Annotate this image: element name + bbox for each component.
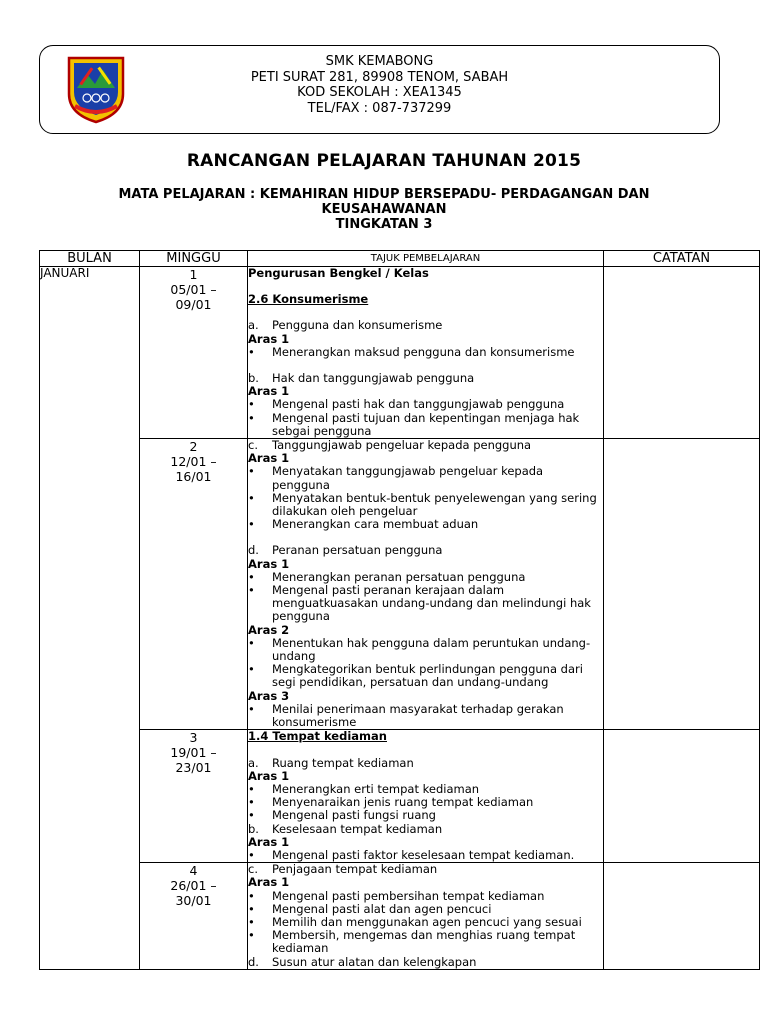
bullet-icon: • xyxy=(248,928,255,943)
col-header-tajuk: TAJUK PEMBELAJARAN xyxy=(248,251,604,267)
notes-cell xyxy=(604,267,760,439)
bullet-item xyxy=(248,703,603,729)
bullet-item xyxy=(248,465,603,491)
sub-topic-text: Hak dan tanggungjawab pengguna xyxy=(272,371,475,386)
month-cell: JANUARI xyxy=(40,267,140,970)
sub-topic xyxy=(248,439,603,452)
school-telfax: TEL/FAX : 087-737299 xyxy=(307,100,452,116)
week-to: 09/01 xyxy=(175,297,212,312)
week-to: 16/01 xyxy=(175,469,212,485)
topic-cell xyxy=(248,267,604,439)
col-header-bulan: BULAN xyxy=(40,251,140,267)
bullet-icon: • xyxy=(248,397,255,412)
subject-line-1: MATA PELAJARAN : KEMAHIRAN HIDUP BERSEPADU- PERDAGANGAN DAN xyxy=(118,187,650,202)
week-cell xyxy=(140,439,248,730)
sub-topic xyxy=(248,863,603,876)
sub-topic-marker: d. xyxy=(248,543,259,558)
topic-cell xyxy=(248,730,604,863)
week-from: 19/01 – xyxy=(170,745,217,761)
section-heading: 1.4 Tempat kediaman xyxy=(248,729,387,744)
spacer xyxy=(248,744,603,757)
level-label: Aras 1 xyxy=(248,875,290,890)
week-cell xyxy=(140,863,248,970)
document-title: RANCANGAN PELAJARAN TAHUNAN 2015 xyxy=(186,151,582,171)
week-from: 12/01 – xyxy=(170,454,217,470)
sub-topic xyxy=(248,757,603,770)
sub-topic-text: Susun atur alatan dan kelengkapan xyxy=(272,954,477,969)
bullet-icon: • xyxy=(248,888,255,903)
bullet-icon: • xyxy=(248,847,255,862)
topic-cell xyxy=(248,863,604,970)
bullet-text: Membersih, mengemas dan menghias ruang tempat kediaman xyxy=(272,928,576,956)
bullet-text: Menilai penerimaan masyarakat terhadap gerakan konsumerisme xyxy=(272,701,564,730)
bullet-icon: • xyxy=(248,662,255,677)
sub-topic xyxy=(248,319,603,332)
level-label: Aras 1 xyxy=(248,556,290,571)
bullet-item xyxy=(248,809,603,822)
week-from: 05/01 – xyxy=(170,282,217,297)
sub-topic xyxy=(248,372,603,385)
bullet-text: Mengenal pasti pembersihan tempat kediaman xyxy=(272,888,545,903)
plan-table xyxy=(39,250,760,970)
table-row xyxy=(40,267,760,439)
table-row xyxy=(40,730,760,863)
bullet-icon: • xyxy=(248,490,255,505)
sub-topic-text: Tanggungjawab pengeluar kepada pengguna xyxy=(272,438,532,453)
bullet-item xyxy=(248,584,603,624)
bullet-item xyxy=(248,890,603,903)
bullet-item xyxy=(248,412,603,438)
bullet-text: Menerangkan erti tempat kediaman xyxy=(272,781,480,796)
col-header-minggu: MINGGU xyxy=(140,251,248,267)
form-level: TINGKATAN 3 xyxy=(335,217,433,232)
bullet-text: Menentukan hak pengguna dalam peruntukan undang-undang xyxy=(272,635,591,664)
week-num: 4 xyxy=(189,863,198,879)
level-label: Aras 1 xyxy=(248,451,290,466)
bullet-text: Mengenal pasti fungsi ruang xyxy=(272,808,436,823)
bullet-item xyxy=(248,346,603,359)
week-num: 3 xyxy=(189,730,198,746)
bullet-text: Mengenal pasti alat dan agen pencuci xyxy=(272,901,492,916)
bullet-icon: • xyxy=(248,569,255,584)
bullet-text: Mengenal pasti hak dan tanggungjawab pengguna xyxy=(272,397,565,412)
school-name: SMK KEMABONG xyxy=(325,54,434,69)
bullet-icon: • xyxy=(248,701,255,716)
week-num: 1 xyxy=(189,267,198,282)
sub-topic-text: Penjagaan tempat kediaman xyxy=(272,862,438,877)
sub-topic xyxy=(248,956,603,969)
bullet-icon: • xyxy=(248,517,255,532)
table-header-row xyxy=(40,251,760,267)
level-label: Aras 3 xyxy=(248,688,290,703)
bullet-text: Menyatakan bentuk-bentuk penyelewengan yang sering dilakukan oleh pengeluar xyxy=(272,490,597,519)
bullet-text: Menyenaraikan jenis ruang tempat kediaman xyxy=(272,795,534,810)
bullet-icon: • xyxy=(248,795,255,810)
sub-topic-text: Keselesaan tempat kediaman xyxy=(272,821,443,836)
sub-topic-marker: c. xyxy=(248,438,258,453)
section-heading: 2.6 Konsumerisme xyxy=(248,292,369,307)
bullet-text: Mengenal pasti faktor keselesaan tempat kediaman. xyxy=(272,847,575,862)
bullet-item xyxy=(248,849,603,862)
sub-topic-marker: a. xyxy=(248,755,259,770)
school-code: KOD SEKOLAH : XEA1345 xyxy=(297,85,462,100)
bullet-icon: • xyxy=(248,410,255,425)
week-to: 30/01 xyxy=(175,893,212,909)
subject-block xyxy=(0,187,768,232)
sub-topic-marker: c. xyxy=(248,862,258,877)
week-from: 26/01 – xyxy=(170,878,217,894)
bullet-icon: • xyxy=(248,781,255,796)
col-header-catatan: CATATAN xyxy=(604,251,760,267)
bullet-item xyxy=(248,929,603,955)
subject-line-2: KEUSAHAWANAN xyxy=(321,202,447,217)
bullet-item xyxy=(248,492,603,518)
bullet-icon: • xyxy=(248,635,255,650)
bullet-text: Mengkategorikan bentuk perlindungan pengguna dari segi pendidikan, persatuan dan undang-undang xyxy=(272,662,583,690)
sub-topic-marker: d. xyxy=(248,954,259,969)
week-to: 23/01 xyxy=(175,760,212,776)
week-num: 2 xyxy=(189,439,198,455)
level-label: Pengurusan Bengkel / Kelas xyxy=(248,266,429,280)
level-label: Aras 1 xyxy=(248,331,290,346)
sub-topic-text: Pengguna dan konsumerisme xyxy=(272,318,443,333)
sub-topic-text: Ruang tempat kediaman xyxy=(272,755,414,770)
bullet-icon: • xyxy=(248,901,255,916)
school-address: PETI SURAT 281, 89908 TENOM, SABAH xyxy=(250,69,509,85)
sub-topic-marker: b. xyxy=(248,371,259,386)
sub-topic-marker: a. xyxy=(248,318,259,333)
week-cell xyxy=(140,267,248,439)
topic-cell xyxy=(248,439,604,730)
table-row xyxy=(40,863,760,970)
bullet-icon: • xyxy=(248,464,255,479)
bullet-text: Menyatakan tanggungjawab pengeluar kepada pengguna xyxy=(272,464,544,492)
bullet-item xyxy=(248,398,603,411)
bullet-item xyxy=(248,663,603,689)
bullet-text: Memilih dan menggunakan agen pencuci yang sesuai xyxy=(272,914,582,929)
level-label: Aras 2 xyxy=(248,622,290,637)
bullet-text: Menerangkan peranan persatuan pengguna xyxy=(272,569,526,584)
bullet-item xyxy=(248,637,603,663)
school-header xyxy=(39,45,720,134)
table-row xyxy=(40,439,760,730)
notes-cell xyxy=(604,730,760,863)
sub-topic xyxy=(248,823,603,836)
bullet-icon: • xyxy=(248,583,255,598)
bullet-text: Mengenal pasti peranan kerajaan dalam menguatkuasakan undang-undang dan melindungi hak pengguna xyxy=(272,583,591,624)
sub-topic-marker: b. xyxy=(248,821,259,836)
bullet-item xyxy=(248,903,603,916)
bullet-icon: • xyxy=(248,914,255,929)
level-label: Aras 1 xyxy=(248,384,290,399)
bullet-text: Menerangkan maksud pengguna dan konsumerisme xyxy=(272,344,575,359)
bullet-text: Menerangkan cara membuat aduan xyxy=(272,517,479,532)
level-label: Aras 1 xyxy=(248,768,290,783)
week-cell xyxy=(140,730,248,863)
sub-topic-text: Peranan persatuan pengguna xyxy=(272,543,443,558)
level-label: Aras 1 xyxy=(248,834,290,849)
sub-topic xyxy=(248,544,603,557)
bullet-text: Mengenal pasti tujuan dan kepentingan menjaga hak sebgai pengguna xyxy=(272,410,580,438)
bullet-icon: • xyxy=(248,808,255,823)
notes-cell xyxy=(604,863,760,970)
notes-cell xyxy=(604,439,760,730)
bullet-icon: • xyxy=(248,344,255,359)
bullet-item xyxy=(248,518,603,531)
